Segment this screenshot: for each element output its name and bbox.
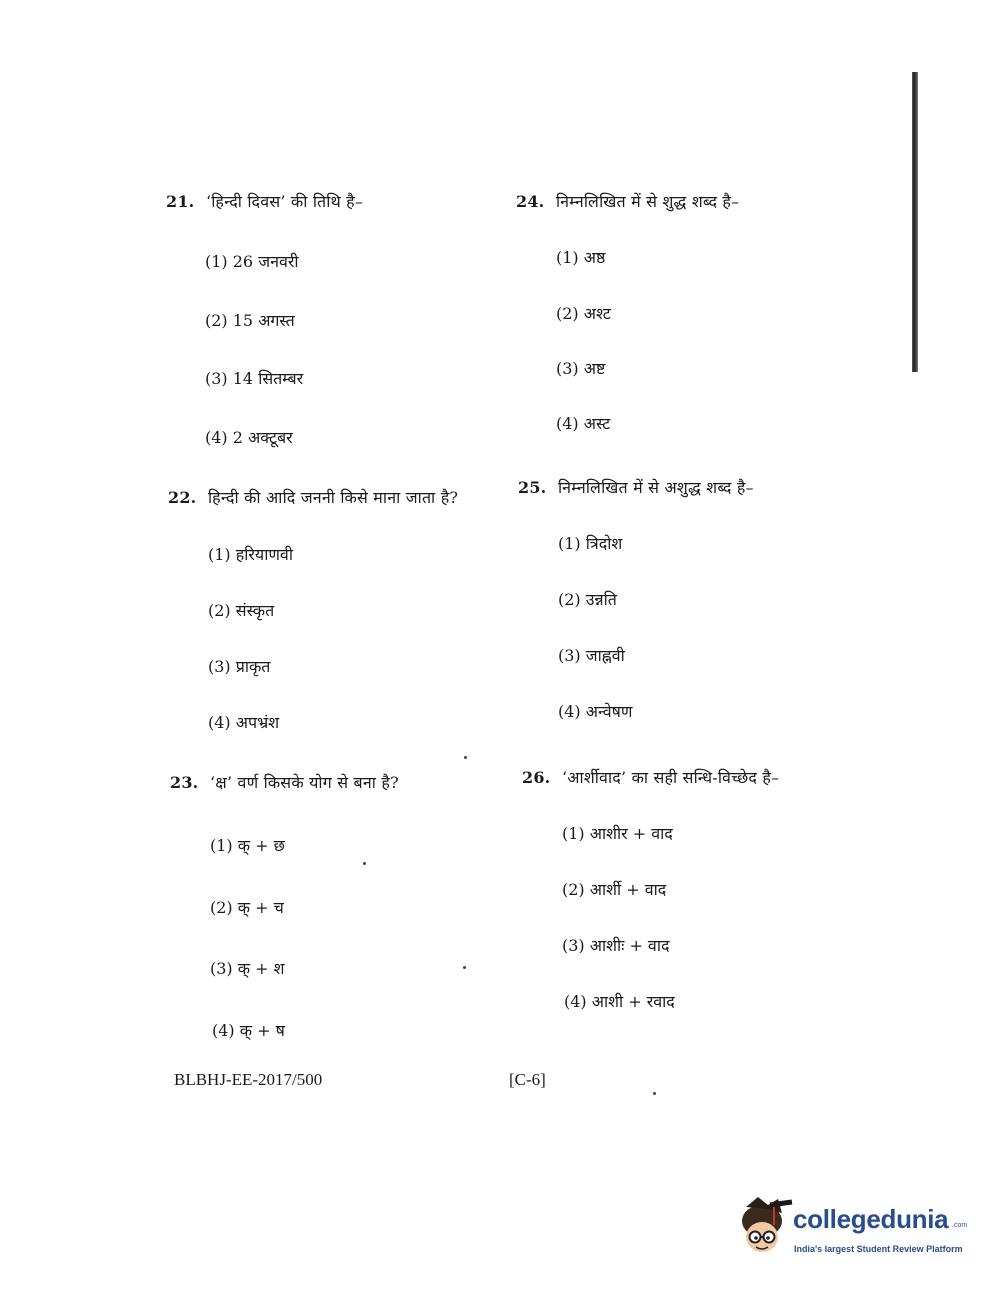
question-number: 21. (166, 192, 195, 211)
option: (3) 14 सितम्बर (205, 369, 304, 388)
option: (2) संस्कृत (208, 601, 275, 620)
option: (4) अस्ट (556, 414, 611, 433)
question-text: ‘हिन्दी दिवस’ की तिथि है– (206, 192, 364, 211)
question-text: ‘आर्शीवाद’ का सही सन्धि-विच्छेद है– (562, 768, 780, 787)
scan-speck (363, 862, 366, 865)
option: (1) हरियाणवी (208, 545, 293, 564)
page-number: [C-6] (509, 1070, 546, 1089)
option: (1) आशीर + वाद (562, 824, 673, 843)
option: (2) आर्शी + वाद (562, 880, 667, 899)
scan-edge (912, 72, 918, 372)
option: (4) आशी + रवाद (564, 992, 675, 1011)
question-22 (168, 486, 458, 508)
question-number: 22. (168, 488, 197, 507)
scan-speck (463, 966, 466, 969)
question-text: ‘क्ष’ वर्ण किसके योग से बना है? (210, 773, 399, 792)
question-text: निम्नलिखित में से अशुद्ध शब्द है– (558, 478, 754, 497)
option: (2) उन्नति (558, 590, 617, 609)
logo-wordmark: collegedunia (793, 1204, 949, 1234)
logo-tagline: India's largest Student Review Platform (794, 1244, 963, 1254)
option: (3) जाह्नवी (558, 646, 625, 665)
option: (4) 2 अक्टूबर (205, 428, 293, 447)
option: (3) क् + श (210, 959, 285, 978)
question-23 (170, 771, 399, 793)
scan-speck (464, 756, 467, 759)
question-24 (516, 190, 739, 212)
option: (1) क् + छ (210, 836, 285, 855)
question-21 (166, 190, 363, 212)
option: (4) अपभ्रंश (208, 713, 280, 732)
question-number: 24. (516, 192, 545, 211)
option: (3) अष्ट (556, 359, 606, 378)
question-number: 26. (522, 768, 551, 787)
question-text: हिन्दी की आदि जननी किसे माना जाता है? (208, 488, 459, 507)
paper-code: BLBHJ-EE-2017/500 (174, 1070, 323, 1089)
option: (2) अश्ट (556, 304, 611, 323)
scan-speck (653, 1092, 656, 1095)
option: (2) 15 अगस्त (205, 311, 295, 330)
question-number: 23. (170, 773, 199, 792)
option: (2) क् + च (210, 898, 284, 917)
logo-domain-suffix: .com (952, 1222, 968, 1229)
question-text: निम्नलिखित में से शुद्ध शब्द है– (556, 192, 740, 211)
option: (4) क् + ष (212, 1021, 285, 1040)
option: (1) त्रिदोश (558, 534, 623, 553)
question-number: 25. (518, 478, 547, 497)
question-25 (518, 476, 754, 498)
option: (1) अष्ठ (556, 248, 606, 267)
option: (4) अन्वेषण (558, 702, 633, 721)
option: (3) प्राकृत (208, 657, 271, 676)
option: (1) 26 जनवरी (205, 252, 299, 271)
question-26 (522, 766, 779, 788)
option: (3) आशीः + वाद (562, 936, 670, 955)
